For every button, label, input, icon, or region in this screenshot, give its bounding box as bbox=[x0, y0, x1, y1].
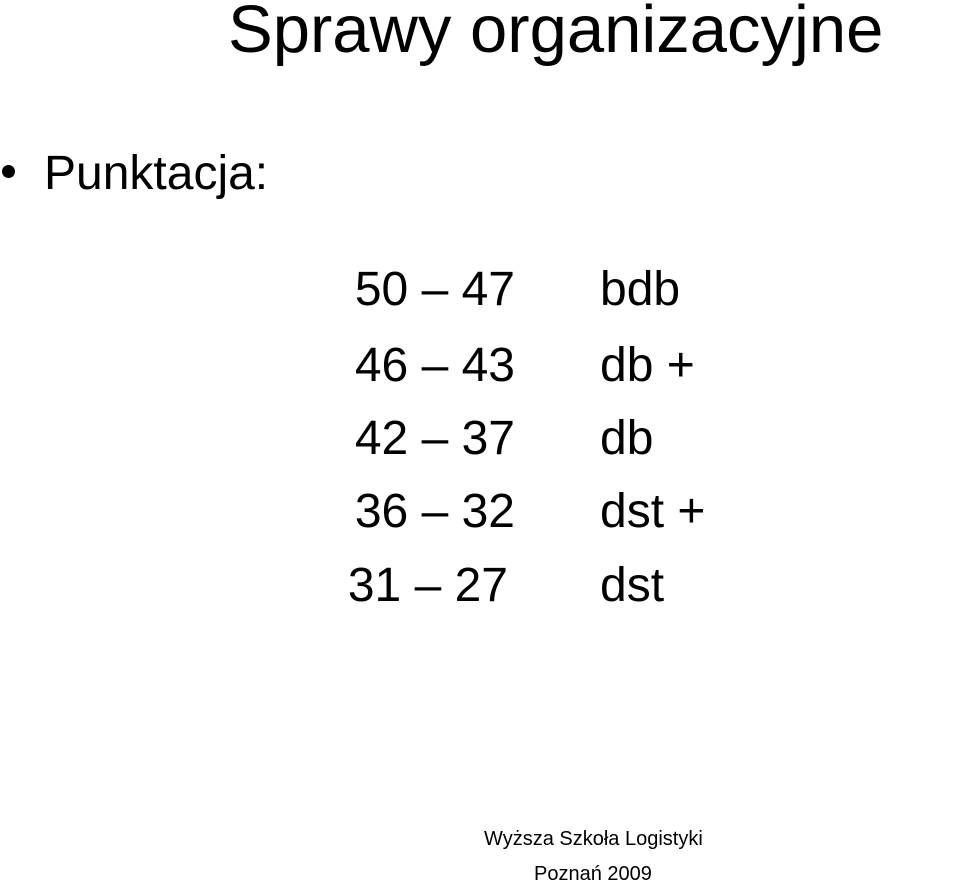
score-row bbox=[0, 339, 960, 392]
score-range: 46 – 43 bbox=[354, 339, 515, 392]
score-row bbox=[0, 412, 960, 465]
score-row bbox=[0, 559, 960, 612]
score-grade: dst + bbox=[600, 485, 706, 538]
score-grade: dst bbox=[600, 559, 665, 612]
footer-institution: Wyższa Szkoła Logistyki bbox=[484, 828, 703, 850]
score-grade: db bbox=[600, 412, 654, 465]
bullet-icon bbox=[2, 165, 15, 178]
score-row bbox=[0, 485, 960, 538]
slide-title: Sprawy organizacyjne bbox=[228, 0, 884, 67]
score-grade: db + bbox=[600, 339, 695, 392]
score-range: 31 – 27 bbox=[347, 559, 508, 612]
score-row bbox=[0, 263, 960, 316]
score-range: 36 – 32 bbox=[354, 485, 515, 538]
footer-place-year: Poznań 2009 bbox=[534, 863, 652, 885]
score-grade: bdb bbox=[600, 263, 681, 316]
score-range: 50 – 47 bbox=[354, 263, 515, 316]
score-range: 42 – 37 bbox=[354, 412, 515, 465]
bullet-label: Punktacja: bbox=[44, 147, 269, 200]
